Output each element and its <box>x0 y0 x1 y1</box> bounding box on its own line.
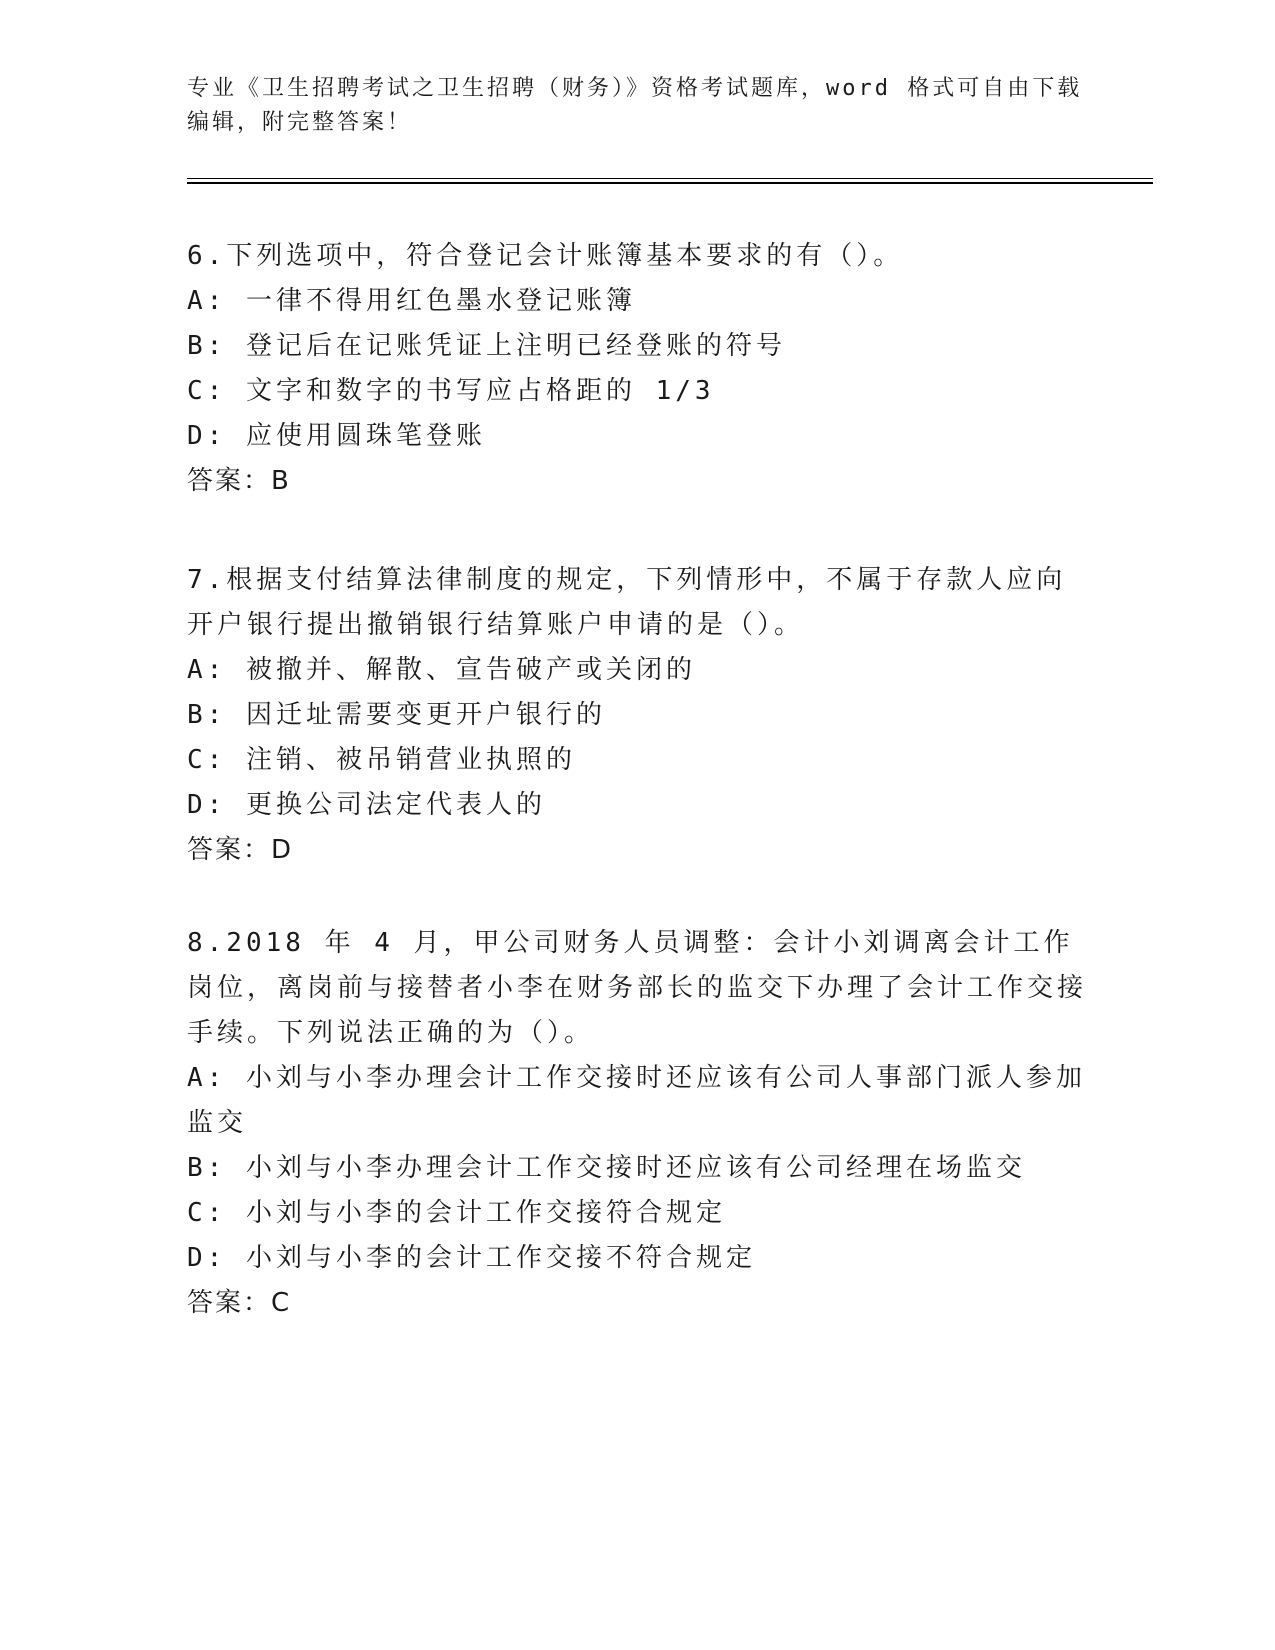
option-a: A: 被撤并、解散、宣告破产或关闭的 <box>187 655 696 685</box>
option-a: A: 小刘与小李办理会计工作交接时还应该有公司人事部门派人参加监交 <box>187 1063 1086 1138</box>
question-text: 7.根据支付结算法律制度的规定，下列情形中，不属于存款人应向开户银行提出撤销银行结算账户申请的是（）。 <box>187 565 1067 640</box>
answer: 答案：C <box>187 1288 292 1318</box>
answer: 答案：B <box>187 466 291 496</box>
option-b: B: 登记后在记账凭证上注明已经登账的符号 <box>187 331 786 361</box>
question-text: 6.下列选项中，符合登记会计账簿基本要求的有（）。 <box>187 241 904 271</box>
option-d: D: 更换公司法定代表人的 <box>187 790 546 820</box>
document-header: 专业《卫生招聘考试之卫生招聘（财务）》资格考试题库，word 格式可自由下载编辑，附完整答案！ <box>187 76 1083 135</box>
question-text: 8.2018 年 4 月，甲公司财务人员调整：会计小刘调离会计工作岗位，离岗前与接替者小李在财务部长的监交下办理了会计工作交接手续。下列说法正确的为（）。 <box>187 928 1088 1048</box>
answer: 答案：D <box>187 835 294 865</box>
option-d: D: 小刘与小李的会计工作交接不符合规定 <box>187 1243 756 1273</box>
option-b: B: 因迁址需要变更开户银行的 <box>187 700 606 730</box>
option-a: A: 一律不得用红色墨水登记账簿 <box>187 286 636 316</box>
option-c: C: 注销、被吊销营业执照的 <box>187 745 576 775</box>
option-c: C: 小刘与小李的会计工作交接符合规定 <box>187 1198 726 1228</box>
option-b: B: 小刘与小李办理会计工作交接时还应该有公司经理在场监交 <box>187 1153 1026 1183</box>
option-d: D: 应使用圆珠笔登账 <box>187 421 486 451</box>
question-7 <box>187 558 1087 873</box>
question-8 <box>187 921 1087 1326</box>
header-divider-thick <box>187 182 1153 184</box>
option-c: C: 文字和数字的书写应占格距的 1/3 <box>187 376 715 406</box>
header-divider-thin <box>187 178 1153 179</box>
question-6 <box>187 234 1087 504</box>
